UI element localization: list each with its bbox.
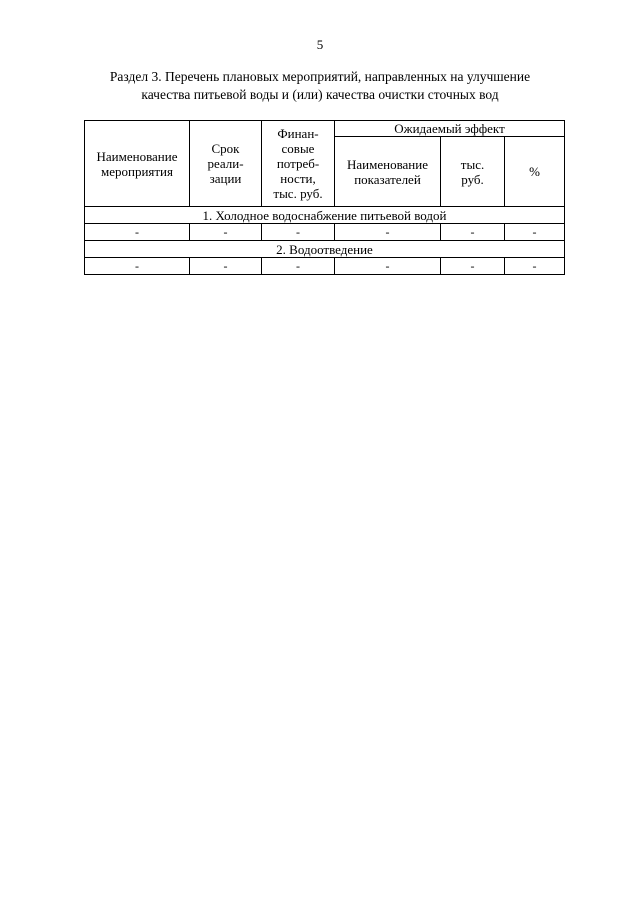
page-number: 5: [316, 37, 324, 52]
header-text: ности,: [280, 171, 316, 186]
section-title: [60, 68, 580, 104]
header-text: Наименование: [96, 148, 178, 164]
table-cell: -: [262, 258, 335, 275]
table-cell: -: [335, 224, 441, 241]
header-text: Срок: [211, 141, 240, 156]
table-cell: -: [85, 224, 190, 241]
header-text: показателей: [354, 171, 421, 187]
section-title-line-1: Раздел 3. Перечень плановых мероприятий, направленных на улучшение: [109, 69, 531, 84]
section-title-line-2: качества питьевой воды и (или) качества очистки сточных вод: [141, 87, 499, 102]
table-cell: -: [335, 258, 441, 275]
header-text: совые: [281, 141, 315, 156]
header-text: Наименование: [347, 156, 428, 172]
table-cell: -: [85, 258, 190, 275]
table-cell: -: [190, 258, 262, 275]
header-text: тыс.: [460, 156, 485, 172]
header-term: [190, 121, 262, 207]
header-indicators: [335, 137, 441, 207]
header-text: зации: [209, 171, 242, 186]
measures-table: [84, 120, 565, 275]
section-title-cell: 1. Холодное водоснабжение питьевой водой: [85, 207, 565, 224]
section-row-wastewater: [85, 241, 565, 258]
header-text: руб.: [461, 171, 484, 187]
header-text: мероприятия: [100, 163, 173, 179]
table-row: [85, 224, 565, 241]
header-text: тыс. руб.: [273, 186, 323, 201]
table-cell: -: [441, 258, 505, 275]
table-row: [85, 258, 565, 275]
header-finance: [262, 121, 335, 207]
table-cell: -: [505, 258, 565, 275]
table-cell: -: [190, 224, 262, 241]
table-cell: -: [505, 224, 565, 241]
header-text: Финан-: [277, 126, 319, 141]
table-cell: -: [262, 224, 335, 241]
header-measure-name: [85, 121, 190, 207]
header-row-1: [85, 121, 565, 137]
section-row-cold-water: [85, 207, 565, 224]
table-cell: -: [441, 224, 505, 241]
header-expected-effect: Ожидаемый эффект: [335, 121, 565, 137]
header-percent: %: [505, 137, 565, 207]
header-text: реали-: [207, 156, 244, 171]
section-title-cell: 2. Водоотведение: [85, 241, 565, 258]
header-text: потреб-: [276, 156, 320, 171]
header-thousand-rub: [441, 137, 505, 207]
